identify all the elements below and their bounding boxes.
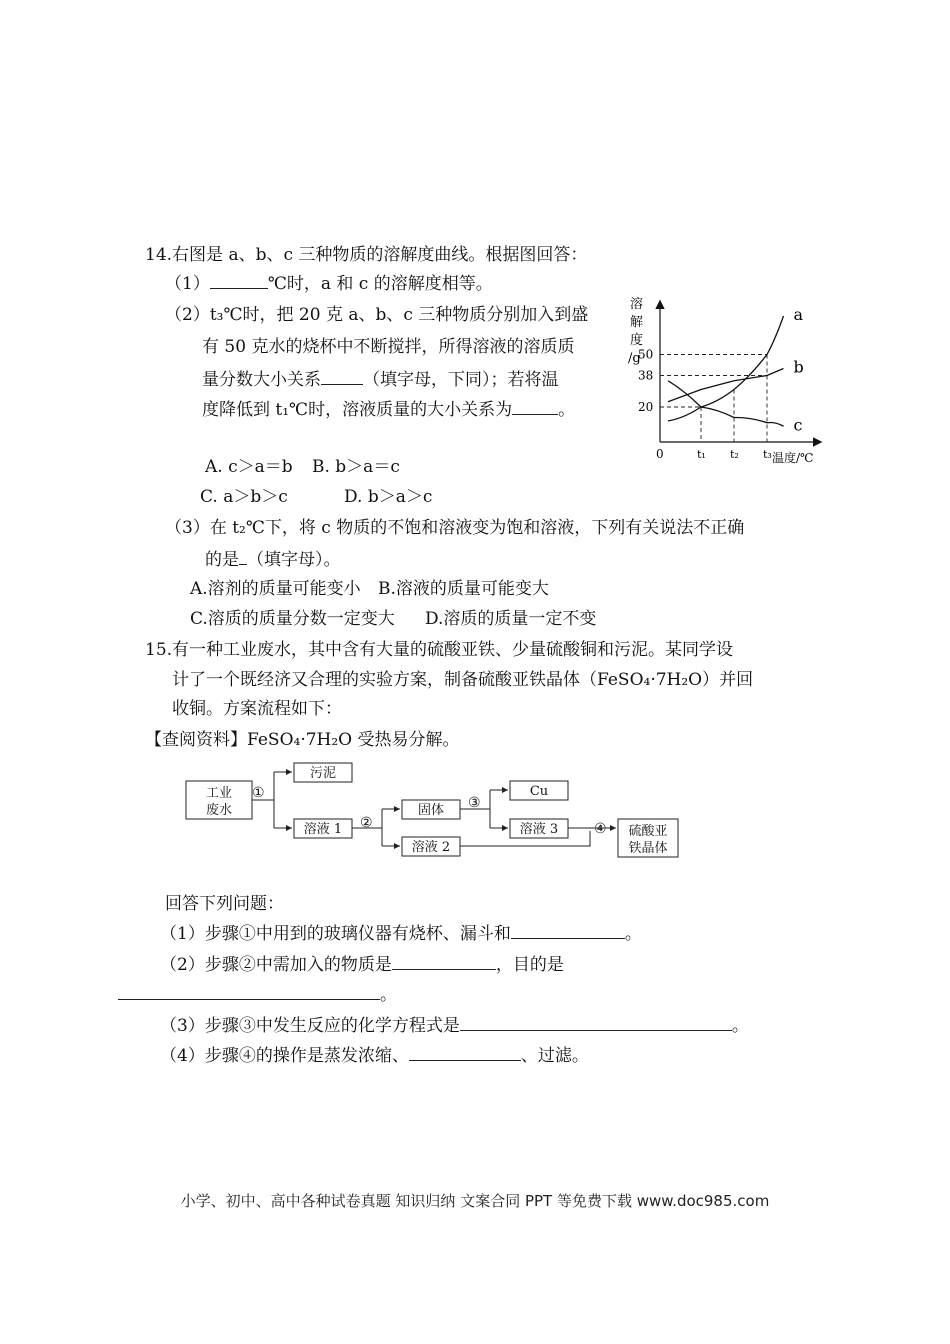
q14-part2-line4b: 。 xyxy=(558,400,576,420)
answer-blank[interactable] xyxy=(511,922,625,939)
q14-part2-line3a: 量分数大小关系 xyxy=(202,370,321,390)
answer-blank[interactable] xyxy=(321,368,363,385)
box-copper-text: Cu xyxy=(529,784,549,799)
box-waste-text1: 工业 xyxy=(205,786,233,801)
answer-blank[interactable] xyxy=(460,1014,732,1031)
y-axis-label-4: /g xyxy=(628,351,641,366)
q14-part3-line2a: 的是 xyxy=(205,550,239,570)
q14-option-c: C. a＞b＞c xyxy=(200,487,288,507)
box-solution2-text: 溶液 2 xyxy=(411,840,451,855)
q15-answer3-end: 。 xyxy=(731,1016,749,1036)
q15-answer3 xyxy=(160,1014,749,1037)
process-flow-diagram xyxy=(180,755,700,865)
q14-part2-line3b: （填字母，下同）；若将温 xyxy=(363,370,559,390)
q14-part1 xyxy=(165,272,493,295)
box-waste-text2: 废水 xyxy=(205,803,233,818)
x-axis-label: 温度/℃ xyxy=(772,451,814,465)
q14-part1-suffix: ℃时，a 和 c 的溶解度相等。 xyxy=(267,274,493,294)
x-tick-label: t₃ xyxy=(763,448,772,461)
footer-text: 小学、初中、高中各种试卷真题 知识归纳 文案合同 PPT 等免费下载 www.doc985.com xyxy=(180,1192,770,1210)
answer-blank[interactable] xyxy=(392,953,496,970)
q15-answer4-text: （4）步骤④的操作是蒸发浓缩、 xyxy=(160,1046,409,1066)
q14-part3-option-b: B.溶液的质量可能变大 xyxy=(378,579,549,599)
q14-part3-option-d: D.溶质的质量一定不变 xyxy=(425,609,597,629)
q14-option-d: D. b＞a＞c xyxy=(344,487,433,507)
q14-part1-prefix: （1） xyxy=(165,274,210,294)
q15-answer1-text: （1）步骤①中用到的玻璃仪器有烧杯、漏斗和 xyxy=(160,924,511,944)
box-crystal-text2: 铁晶体 xyxy=(628,841,668,856)
chart-ticks xyxy=(638,348,772,462)
box-crystal-text1: 硫酸亚 xyxy=(628,824,668,839)
q14-part3-line1: （3）在 t₂℃下，将 c 物质的不饱和溶液变为饱和溶液，下列有关说法不正确 xyxy=(165,518,745,538)
q15-line1: 15.有一种工业废水，其中含有大量的硫酸亚铁、少量硫酸铜和污泥。某同学设 xyxy=(145,640,734,660)
q15-answer2 xyxy=(160,953,564,976)
answer-blank[interactable] xyxy=(118,983,380,1000)
step-3-label: ③ xyxy=(468,795,481,811)
box-solid-text: 固体 xyxy=(417,803,445,818)
q14-part3-line2b: （填字母）。 xyxy=(247,550,341,570)
answer-blank[interactable] xyxy=(239,548,247,565)
q14-part3-option-c: C.溶质的质量分数一定变大 xyxy=(190,609,395,629)
y-tick-label: 20 xyxy=(638,400,654,414)
q15-answer2-line2 xyxy=(118,983,397,1006)
answer-blank[interactable] xyxy=(210,272,268,289)
x-tick-label: t₂ xyxy=(730,448,739,461)
q15-line2: 计了一个既经济又合理的实验方案，制备硫酸亚铁晶体（FeSO₄·7H₂O）并回 xyxy=(172,670,754,690)
y-axis-label-2: 解 xyxy=(630,315,644,330)
q14-stem: 14.右图是 a、b、c 三种物质的溶解度曲线。根据图回答： xyxy=(145,245,588,265)
answer-blank[interactable] xyxy=(409,1044,521,1061)
q14-part3-option-a: A.溶剂的质量可能变小 xyxy=(190,579,361,599)
q15-answer1 xyxy=(160,922,642,945)
curve-b xyxy=(668,369,784,402)
box-sludge-text: 污泥 xyxy=(309,766,337,781)
q15-answer2-mid: ，目的是 xyxy=(495,955,564,975)
x-tick-label: t₁ xyxy=(697,448,706,461)
curve-label-b: b xyxy=(793,357,804,377)
y-axis-label-1: 溶 xyxy=(630,297,644,312)
q14-part2-line4a: 度降低到 t₁℃时，溶液质量的大小关系为 xyxy=(202,400,513,420)
y-tick-label: 38 xyxy=(638,368,654,383)
q14-part3-line2 xyxy=(205,548,341,571)
q15-line3: 收铜。方案流程如下： xyxy=(172,699,342,719)
q14-option-b: B. b＞a＝c xyxy=(312,457,400,477)
step-4-label: ④ xyxy=(594,821,607,837)
step-1-label: ① xyxy=(252,785,265,801)
q14-part2-line4 xyxy=(202,398,575,421)
y-axis-label-3: 度 xyxy=(630,333,644,348)
box-solution1-text: 溶液 1 xyxy=(303,822,343,837)
box-solution3-text: 溶液 3 xyxy=(519,822,559,837)
q15-reference: 【查阅资料】FeSO₄·7H₂O 受热易分解。 xyxy=(145,730,460,750)
q14-part2-line3 xyxy=(202,368,559,391)
q14-part2-line1: （2）t₃℃时，把 20 克 a、b、c 三种物质分别加入到盛 xyxy=(165,305,589,325)
step-2-label: ② xyxy=(360,815,373,831)
q14-part2-line2: 有 50 克水的烧杯中不断搅拌，所得溶液的溶质质 xyxy=(202,337,575,357)
chart-curves xyxy=(668,305,804,434)
curve-c xyxy=(668,381,784,427)
answers-intro: 回答下列问题： xyxy=(165,894,284,914)
q14-option-a: A. c＞a＝b xyxy=(205,457,293,477)
solubility-chart xyxy=(622,292,832,472)
answer-blank[interactable] xyxy=(512,398,558,415)
y-tick-label: 50 xyxy=(638,347,654,362)
q15-answer3-text: （3）步骤③中发生反应的化学方程式是 xyxy=(160,1016,460,1036)
q15-answer2-text: （2）步骤②中需加入的物质是 xyxy=(160,955,392,975)
curve-label-a: a xyxy=(793,305,804,324)
q15-answer4 xyxy=(160,1044,589,1067)
q15-answer4-end: 、过滤。 xyxy=(520,1046,589,1066)
q15-answer2-end: 。 xyxy=(380,985,397,1005)
origin-label: 0 xyxy=(656,447,664,461)
curve-label-c: c xyxy=(793,415,803,435)
curve-a xyxy=(668,316,784,421)
q15-answer1-end: 。 xyxy=(624,924,642,944)
